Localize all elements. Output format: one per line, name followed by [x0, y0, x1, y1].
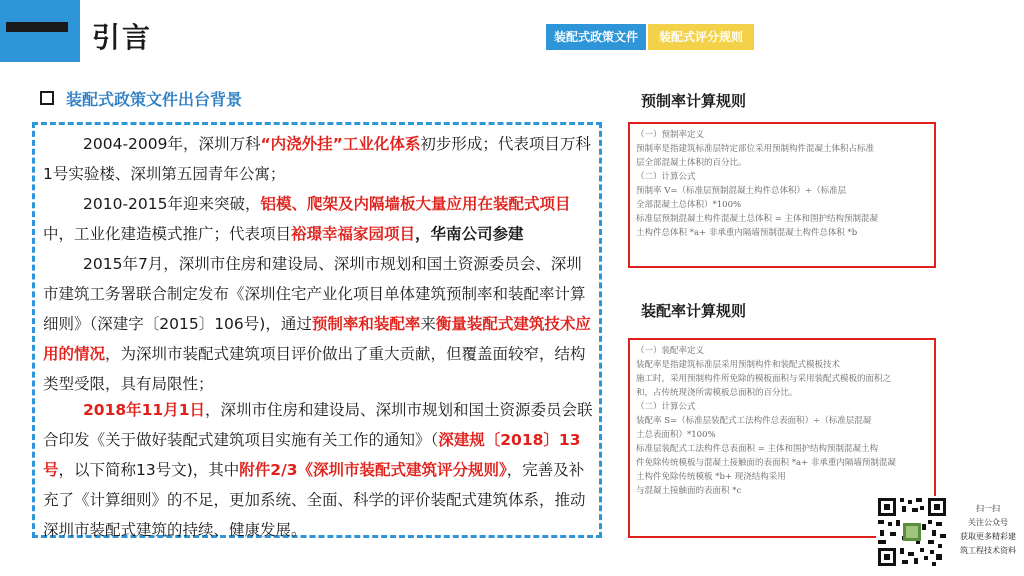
assembly-rule-line: 和，占传统现浇所需模板总面积的百分比。 [636, 388, 798, 398]
p4-date-highlight: 2018年11月1日 [83, 401, 205, 419]
p4-doc-number-highlight: 深建规〔2018〕13号 [43, 431, 581, 479]
assembly-rule-line: 土构件免除传统模板 *b+ 现浇结构采用 [636, 472, 786, 482]
prefab-rule-line: （二）计算公式 [636, 172, 696, 182]
square-bullet-icon [40, 91, 54, 105]
p1-text: 2004-2009年，深圳万科 [83, 135, 261, 153]
p3-text-end: ，为深圳市装配式建筑项目评价做出了重大贡献，但覆盖面较窄，结构类型受限，具有局限性； [43, 345, 586, 393]
prefab-rule-line: 全部混凝土总体积）*100% [636, 200, 742, 210]
prefab-rule-line: 层全部混凝土体积的百分比。 [636, 158, 747, 168]
prefab-rule-line: （一）预制率定义 [636, 130, 705, 140]
p3-highlight-rates: 预制率和装配率 [311, 315, 421, 333]
p4-text-end: ，完善及补充了《计算细则》的不足，更加系统、全面、科学的评价装配式建筑体系，推动深圳市装配式建筑的持续、健康发展。 [43, 461, 586, 539]
subheading [40, 88, 242, 108]
assembly-rule-line: （一）装配率定义 [636, 346, 705, 356]
p3-highlight-measure: 衡量装配式建筑技术应用的情况 [43, 315, 591, 363]
qr-code-icon[interactable] [876, 496, 948, 568]
tab-scoring-rules[interactable]: 装配式评分规则 [648, 24, 754, 50]
qr-caption: 扫一扫 [976, 504, 1000, 513]
paragraph-2018 [43, 395, 595, 545]
p2-comma: ， [415, 225, 431, 243]
assembly-rule-title: 装配率计算规则 [641, 302, 747, 320]
prefab-rule-line: 预制率是指建筑标准层特定部位采用预制构件混凝土体积占标准 [636, 144, 875, 154]
background-text-box [32, 122, 602, 538]
p3-text: 2015年7月，深圳市住房和建设局、深圳市规划和国土资源委员会、深圳市建筑工务署联合制定发布《深圳住宅产业化项目单体建筑预制率和装配率计算细则》（深建字〔2015〕106号)，通过 [43, 255, 586, 333]
p2-text-mid: 中，工业化建造模式推广；代表项目 [43, 225, 292, 243]
assembly-rule-line: 件免除传统模板与混凝土接触面的表面积 *a+ 非承重内隔墙预制混凝 [636, 458, 896, 468]
assembly-rule-line: 与混凝土接触面的表面积 *c [636, 486, 742, 496]
prefab-rule-line: 土构件总体积 *a+ 非承重内隔墙预制混凝土构件总体积 *b [636, 228, 858, 238]
section-number-one [6, 22, 68, 32]
assembly-rule-line: （二）计算公式 [636, 402, 696, 412]
p1-highlight: “内浇外挂”工业化体系 [260, 135, 421, 153]
qr-caption: 关注公众号 [968, 518, 1008, 527]
header-bar [0, 0, 1024, 62]
qr-caption: 筑工程技术资料 [960, 546, 1016, 555]
prefab-rule-line: 预制率 V=（标准层预制混凝土构件总体积）÷（标准层 [636, 186, 847, 196]
paragraph-2015 [43, 249, 595, 399]
p2-highlight: 铝模、爬架及内隔墙板大量应用在装配式项目 [260, 195, 571, 213]
p4-attachment-highlight: 附件2/3《深圳市装配式建筑评分规则》 [239, 461, 507, 479]
prefab-rule-line: 标准层预制混凝土构件混凝土总体积 = 主体和围护结构预制混凝 [636, 214, 879, 224]
prefab-rule-title: 预制率计算规则 [641, 92, 747, 110]
assembly-rule-line: 装配率 S=（标准层装配式工法构件总表面积）÷（标准层混凝 [636, 416, 872, 426]
p4-text-mid: ，以下简称13号文)，其中 [58, 461, 240, 479]
p4-text: ，深圳市住房和建设局、深圳市规划和国土资源委员会联合印发《关于做好装配式建筑项目实施有关工作的通知》（ [43, 401, 593, 449]
p2-text: 2010-2015年迎来突破， [83, 195, 261, 213]
prefab-rule-image [628, 122, 936, 268]
p3-text-mid: 来 [420, 315, 436, 333]
p1-text-end: 初步形成；代表项目万科1号实验楼、深圳第五园青年公寓； [43, 135, 591, 183]
paragraph-breakthrough [43, 189, 595, 249]
paragraph-vanke [43, 129, 595, 189]
subheading-text: 装配式政策文件出台背景 [66, 89, 243, 109]
assembly-rule-line: 标准层装配式工法构件总表面积 = 主体和围护结构预制混凝土构 [636, 444, 879, 454]
qr-caption: 获取更多精彩建 [960, 532, 1016, 541]
section-title: 引言 [92, 21, 153, 54]
p2-project-highlight: 裕璟幸福家园项目 [291, 225, 416, 243]
assembly-rule-line: 施工时，采用预制构件所免除的模板面积与采用装配式模板的面积之 [636, 374, 892, 384]
assembly-rule-line: 土总表面积）*100% [636, 430, 716, 440]
assembly-rule-line: 装配率是指建筑标准层采用预制构件和装配式模板技术 [636, 360, 841, 370]
p2-company: 华南公司参建 [430, 225, 524, 243]
section-number-badge [0, 0, 80, 62]
tab-policy-documents[interactable]: 装配式政策文件 [546, 24, 646, 50]
